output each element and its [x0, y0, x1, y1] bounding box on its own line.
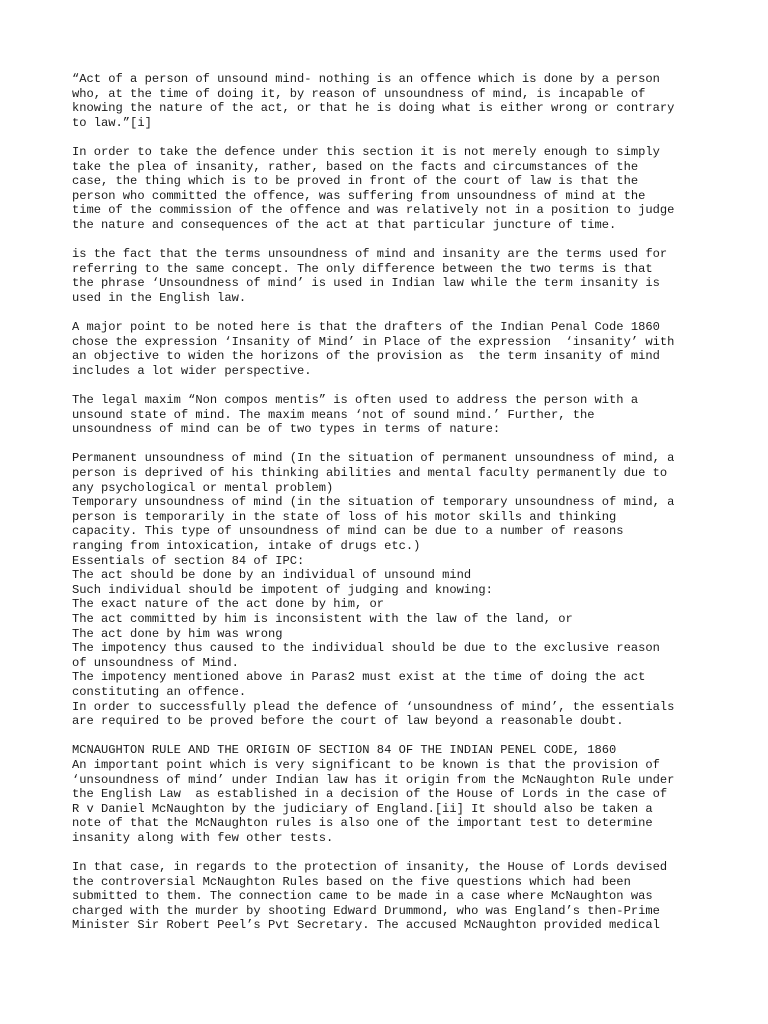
- paragraph-types-and-essentials: [72, 451, 712, 728]
- text-line: to law.”[i]: [72, 115, 152, 130]
- text-line: person is temporarily in the state of loss of his motor skills and thinking: [72, 509, 617, 524]
- document-page: [72, 72, 712, 933]
- text-line: Minister Sir Robert Peel’s Pvt Secretary. The accused McNaughton provided medical: [72, 918, 660, 933]
- text-line: any psychological or mental problem): [72, 480, 334, 495]
- text-line: MCNAUGHTON RULE AND THE ORIGIN OF SECTION 84 OF THE INDIAN PENEL CODE, 1860: [72, 743, 617, 758]
- text-line: capacity. This type of unsoundness of mind can be due to a number of reasons: [72, 524, 624, 539]
- text-line: case, the thing which is to be proved in front of the court of law is that the: [72, 174, 639, 189]
- text-line: “Act of a person of unsound mind- nothing is an offence which is done by a person: [72, 72, 660, 86]
- text-line: person is deprived of his thinking abilities and mental faculty permanently due to: [72, 466, 668, 481]
- text-line: time of the commission of the offence and was relatively not in a position to judge: [72, 203, 675, 218]
- text-line: The legal maxim “Non compos mentis” is often used to address the person with a: [72, 393, 639, 408]
- text-line: is the fact that the terms unsoundness of mind and insanity are the terms used for: [72, 247, 668, 262]
- text-line: includes a lot wider perspective.: [72, 363, 312, 378]
- paragraph-drafters-point: [72, 320, 712, 378]
- text-line: the phrase ‘Unsoundness of mind’ is used in Indian law while the term insanity is: [72, 276, 660, 291]
- text-line: unsoundness of mind can be of two types in terms of nature:: [72, 422, 501, 437]
- text-line: In order to take the defence under this section it is not merely enough to simply: [72, 144, 660, 159]
- text-line: In order to successfully plead the defence of ‘unsoundness of mind’, the essentials: [72, 699, 675, 714]
- paragraph-mcnaughton-rule: [72, 743, 712, 845]
- text-line: In that case, in regards to the protection of insanity, the House of Lords devised: [72, 860, 668, 875]
- text-line: constituting an offence.: [72, 684, 247, 699]
- text-line: The act should be done by an individual of unsound mind: [72, 568, 472, 583]
- text-line: submitted to them. The connection came to be made in a case where McNaughton was: [72, 889, 653, 904]
- text-line: are required to be proved before the court of law beyond a reasonable doubt.: [72, 714, 624, 729]
- text-line: take the plea of insanity, rather, based on the facts and circumstances of the: [72, 159, 639, 174]
- paragraph-legal-maxim: [72, 393, 712, 437]
- text-line: The impotency mentioned above in Paras2 must exist at the time of doing the act: [72, 670, 646, 685]
- paragraph-house-of-lords-case: [72, 860, 712, 933]
- text-line: an objective to widen the horizons of the provision as the term insanity of mind: [72, 349, 660, 364]
- text-line: The act done by him was wrong: [72, 626, 283, 641]
- text-line: Essentials of section 84 of IPC:: [72, 553, 305, 568]
- text-line: chose the expression ‘Insanity of Mind’ in Place of the expression ‘insanity’ with: [72, 334, 675, 349]
- text-line: of unsoundness of Mind.: [72, 655, 239, 670]
- text-line: referring to the same concept. The only difference between the two terms is that: [72, 261, 653, 276]
- text-line: Permanent unsoundness of mind (In the situation of permanent unsoundness of mind, a: [72, 451, 675, 466]
- text-line: Temporary unsoundness of mind (in the situation of temporary unsoundness of mind, a: [72, 495, 675, 510]
- paragraph-quote-section-84: [72, 72, 712, 130]
- text-line: The exact nature of the act done by him, or: [72, 597, 385, 612]
- text-line: charged with the murder by shooting Edward Drummond, who was England’s then-Prime: [72, 903, 660, 918]
- text-line: the controversial McNaughton Rules based on the five questions which had been: [72, 874, 631, 889]
- text-line: the English Law as established in a decision of the House of Lords in the case of: [72, 787, 668, 802]
- text-line: The act committed by him is inconsistent with the law of the land, or: [72, 611, 573, 626]
- text-line: R v Daniel McNaughton by the judiciary of England.[ii] It should also be taken a: [72, 801, 653, 816]
- text-line: knowing the nature of the act, or that he is doing what is either wrong or contrary: [72, 101, 675, 116]
- text-line: ‘unsoundness of mind’ under Indian law has it origin from the McNaughton Rule under: [72, 772, 675, 787]
- text-line: note of that the McNaughton rules is also one of the important test to determine: [72, 816, 653, 831]
- text-line: insanity along with few other tests.: [72, 830, 334, 845]
- text-line: An important point which is very significant to be known is that the provision of: [72, 757, 660, 772]
- text-line: used in the English law.: [72, 290, 247, 305]
- paragraph-defence-requirement: [72, 145, 712, 233]
- text-line: person who committed the offence, was suffering from unsoundness of mind at the: [72, 188, 646, 203]
- text-line: ranging from intoxication, intake of drugs etc.): [72, 539, 421, 553]
- text-line: unsound state of mind. The maxim means ‘not of sound mind.’ Further, the: [72, 407, 595, 422]
- text-line: the nature and consequences of the act at that particular juncture of time.: [72, 217, 617, 232]
- text-line: The impotency thus caused to the individual should be due to the exclusive reason: [72, 641, 660, 656]
- text-line: who, at the time of doing it, by reason of unsoundness of mind, is incapable of: [72, 86, 646, 101]
- text-line: Such individual should be impotent of judging and knowing:: [72, 582, 493, 597]
- paragraph-terms-comparison: [72, 247, 712, 305]
- text-line: A major point to be noted here is that the drafters of the Indian Penal Code 1860: [72, 320, 660, 335]
